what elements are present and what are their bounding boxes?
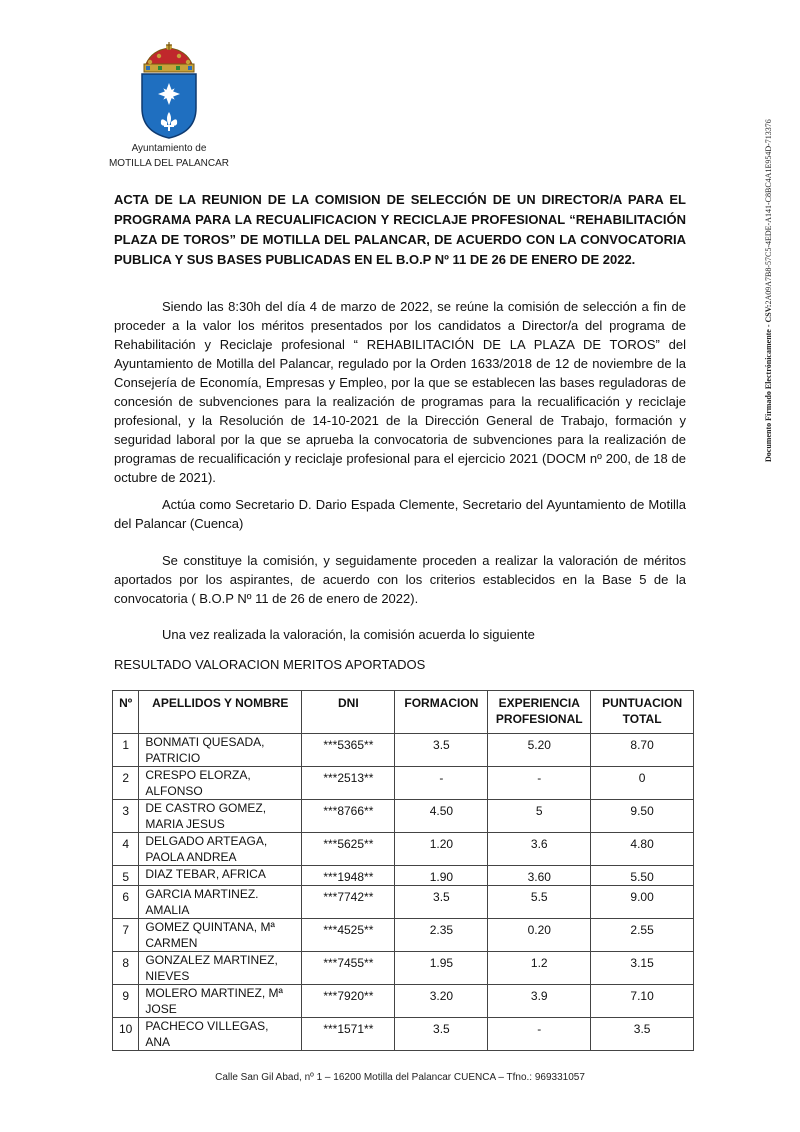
cell-training: 3.5 [395, 734, 488, 767]
municipal-logo [108, 42, 230, 170]
cell-training: - [395, 767, 488, 800]
cell-number: 10 [113, 1018, 139, 1051]
table-row [113, 833, 694, 866]
cell-number: 6 [113, 886, 139, 919]
header-experience: EXPERIENCIA PROFESIONAL [488, 691, 591, 734]
cell-experience: 5.20 [488, 734, 591, 767]
cell-total: 9.00 [591, 886, 694, 919]
table-row [113, 767, 694, 800]
cell-total: 8.70 [591, 734, 694, 767]
cell-total: 5.50 [591, 866, 694, 886]
cell-name: PACHECO VILLEGAS, ANA [139, 1018, 302, 1051]
cell-number: 1 [113, 734, 139, 767]
cell-number: 5 [113, 866, 139, 886]
cell-dni: ***4525** [302, 919, 395, 952]
cell-dni: ***1948** [302, 866, 395, 886]
header-total: PUNTUACION TOTAL [591, 691, 694, 734]
header-training: FORMACION [395, 691, 488, 734]
cell-number: 4 [113, 833, 139, 866]
cell-training: 1.90 [395, 866, 488, 886]
table-row [113, 800, 694, 833]
cell-training: 3.5 [395, 1018, 488, 1051]
cell-dni: ***7742** [302, 886, 395, 919]
cell-experience: 1.2 [488, 952, 591, 985]
cell-total: 4.80 [591, 833, 694, 866]
table-row [113, 1018, 694, 1051]
signature-code: 2A09A7B8-57C5-4EDE-A141-C8BC4A1E954D-713376 [764, 119, 773, 305]
cell-total: 0 [591, 767, 694, 800]
header-number: Nº [113, 691, 139, 734]
table-row [113, 734, 694, 767]
cell-dni: ***5365** [302, 734, 395, 767]
table-row [113, 886, 694, 919]
paragraph-meeting-details: Siendo las 8:30h del día 4 de marzo de 2022, se reúne la comisión de selección a fin de proceder a la valor los méritos presentados por los candidatos a Director/a del programa de Rehabilitación y Reciclaje profesional “ REHABILITACIÓN DE LA PLAZA DE TOROS” del Ayuntamiento de Motilla del Palancar, regulado por la Orden 1633/2018 de 12 de noviembre de la Consejería de Economía, Empresas y Empleo, por la que se establecen las bases reguladoras de concesión de subvenciones para la realización de programas para la recualificación y reciclaje profesional, y la Resolución de 14-10-2021 de la Dirección General de Trabajo, formación y seguridad laboral por la que se aprueba la convocatoria de subvenciones para la realización de programas de recualificación y reciclaje profesional para el ejercicio 2021 (DOCM nº 200, de 18 de octubre de 2021). [114, 299, 686, 485]
cell-experience: 3.9 [488, 985, 591, 1018]
results-table [112, 690, 694, 1051]
cell-name: DE CASTRO GOMEZ, MARIA JESUS [139, 800, 302, 833]
signature-label: Documento Firmado Electrónicamente - CSV: [764, 304, 773, 462]
page-footer: Calle San Gil Abad, nº 1 – 16200 Motilla del Palancar CUENCA – Tfno.: 969331057 [215, 1072, 585, 1083]
cell-name: GOMEZ QUINTANA, Mª CARMEN [139, 919, 302, 952]
cell-experience: 3.6 [488, 833, 591, 866]
cell-dni: ***7920** [302, 985, 395, 1018]
cell-number: 7 [113, 919, 139, 952]
cell-experience: - [488, 1018, 591, 1051]
cell-experience: 5 [488, 800, 591, 833]
cell-number: 2 [113, 767, 139, 800]
cell-total: 2.55 [591, 919, 694, 952]
cell-experience: - [488, 767, 591, 800]
cell-number: 8 [113, 952, 139, 985]
paragraph-secretary: Actúa como Secretario D. Dario Espada Clemente, Secretario del Ayuntamiento de Motilla del Palancar (Cuenca) [114, 497, 686, 531]
coat-of-arms-icon [134, 42, 204, 140]
cell-dni: ***8766** [302, 800, 395, 833]
results-subtitle: RESULTADO VALORACION MERITOS APORTADOS [114, 657, 426, 672]
cell-name: GONZALEZ MARTINEZ, NIEVES [139, 952, 302, 985]
cell-training: 1.95 [395, 952, 488, 985]
cell-training: 3.20 [395, 985, 488, 1018]
cell-dni: ***2513** [302, 767, 395, 800]
table-row [113, 985, 694, 1018]
header-dni: DNI [302, 691, 395, 734]
electronic-signature-note [764, 119, 773, 462]
paragraph-commission: Se constituye la comisión, y seguidamente proceden a realizar la valoración de méritos aportados por los aspirantes, de acuerdo con los criterios establecidos en la Base 5 de la convocatoria ( B.O.P Nº 11 de 26 de enero de 2022). [114, 553, 686, 606]
cell-training: 2.35 [395, 919, 488, 952]
cell-name: DELGADO ARTEAGA, PAOLA ANDREA [139, 833, 302, 866]
table-row [113, 866, 694, 886]
document-title: ACTA DE LA REUNION DE LA COMISION DE SELECCIÓN DE UN DIRECTOR/A PARA EL PROGRAMA PARA LA RECUALIFICACION Y RECICLAJE PROFESIONAL “REHABILITACIÓN PLAZA DE TOROS” DE MOTILLA DEL PALANCAR, DE ACUERDO CON LA CONVOCATORIA PUBLICA Y SUS BASES PUBLICADAS EN EL B.O.P Nº 11 DE 26 DE ENERO DE 2022. [114, 192, 686, 267]
cell-number: 3 [113, 800, 139, 833]
logo-caption-line1: Ayuntamiento de [131, 143, 207, 154]
table-row [113, 919, 694, 952]
header-name: APELLIDOS Y NOMBRE [139, 691, 302, 734]
cell-experience: 0.20 [488, 919, 591, 952]
paragraph-agreement: Una vez realizada la valoración, la comisión acuerda lo siguiente [162, 627, 535, 642]
cell-name: MOLERO MARTINEZ, Mª JOSE [139, 985, 302, 1018]
cell-total: 9.50 [591, 800, 694, 833]
cell-total: 3.5 [591, 1018, 694, 1051]
table-row [113, 952, 694, 985]
cell-name: BONMATI QUESADA, PATRICIO [139, 734, 302, 767]
cell-experience: 5.5 [488, 886, 591, 919]
table-header-row [113, 691, 694, 734]
cell-name: DIAZ TEBAR, AFRICA [139, 866, 302, 886]
cell-total: 3.15 [591, 952, 694, 985]
cell-dni: ***7455** [302, 952, 395, 985]
cell-experience: 3.60 [488, 866, 591, 886]
cell-training: 3.5 [395, 886, 488, 919]
cell-dni: ***5625** [302, 833, 395, 866]
cell-name: CRESPO ELORZA, ALFONSO [139, 767, 302, 800]
cell-training: 4.50 [395, 800, 488, 833]
cell-total: 7.10 [591, 985, 694, 1018]
logo-caption-line2: MOTILLA DEL PALANCAR [108, 158, 230, 169]
cell-training: 1.20 [395, 833, 488, 866]
cell-number: 9 [113, 985, 139, 1018]
cell-dni: ***1571** [302, 1018, 395, 1051]
cell-name: GARCIA MARTINEZ. AMALIA [139, 886, 302, 919]
